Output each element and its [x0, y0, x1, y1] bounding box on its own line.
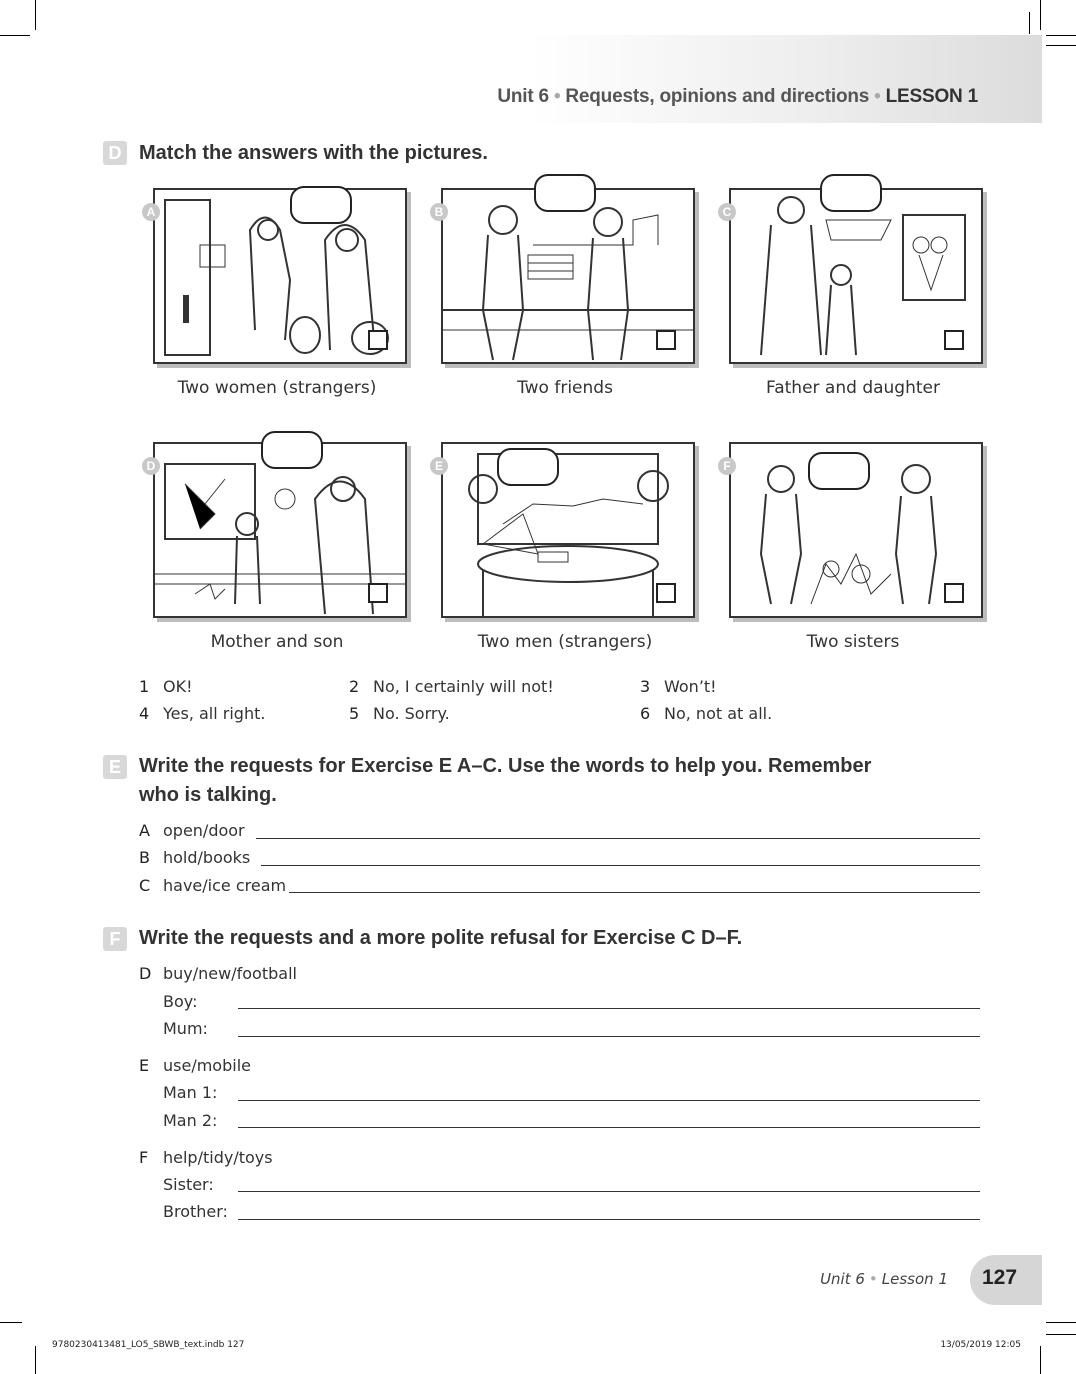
footer-lesson: Lesson 1	[881, 1270, 948, 1288]
speech-bubble	[820, 174, 882, 212]
group-prompt: buy/new/football	[163, 964, 297, 983]
section-e-badge: E	[103, 755, 127, 779]
crop-mark	[1040, 0, 1041, 30]
answer-item	[640, 677, 717, 696]
picture-c-letter: C	[718, 203, 736, 221]
answer-checkbox-d[interactable]	[368, 583, 388, 603]
crop-mark	[1046, 35, 1076, 36]
picture-a-letter: A	[142, 203, 160, 221]
print-slug-date: 13/05/2019 12:05	[940, 1340, 1021, 1350]
picture-d-caption: Mother and son	[210, 632, 344, 652]
answer-num: 5	[349, 704, 360, 723]
item-prompt: hold/books	[163, 848, 251, 867]
section-d-badge: D	[103, 141, 127, 165]
crop-mark	[1040, 1346, 1041, 1374]
header-title: Requests, opinions and directions	[565, 86, 870, 107]
picture-a-caption: Two women (strangers)	[177, 378, 377, 398]
picture-e-caption: Two men (strangers)	[477, 632, 653, 652]
answer-checkbox-a[interactable]	[368, 330, 388, 350]
picture-b-caption: Two friends	[517, 378, 613, 398]
section-e-title-line1: Write the requests for Exercise E A–C. Use the words to help you. Remember	[139, 755, 872, 777]
item-prompt: have/ice cream	[163, 876, 287, 895]
speech-bubble	[808, 452, 870, 490]
exercise-e-item-c	[139, 876, 286, 895]
answer-checkbox-c[interactable]	[944, 330, 964, 350]
answer-line[interactable]	[238, 1191, 980, 1192]
crop-mark	[1046, 1322, 1076, 1323]
picture-f-letter: F	[718, 457, 736, 475]
speaker-label: Boy:	[163, 992, 198, 1011]
crop-mark	[35, 1346, 36, 1374]
speaker-label: Mum:	[163, 1019, 208, 1038]
answer-line[interactable]	[238, 1219, 980, 1220]
speaker-label: Brother:	[163, 1202, 228, 1221]
answer-text: No. Sorry.	[373, 704, 450, 723]
exercise-f-group-d	[139, 964, 297, 983]
answer-num: 3	[640, 677, 651, 696]
section-e-title-line2: who is talking.	[139, 784, 277, 806]
answer-checkbox-f[interactable]	[944, 583, 964, 603]
group-letter: D	[139, 964, 152, 983]
header-unit: Unit 6	[497, 86, 549, 107]
answer-num: 1	[139, 677, 150, 696]
answer-text: OK!	[163, 677, 193, 696]
answer-checkbox-b[interactable]	[656, 330, 676, 350]
crop-mark	[1029, 12, 1030, 34]
item-letter: A	[139, 821, 150, 840]
speaker-label: Man 2:	[163, 1111, 218, 1130]
crop-mark	[1046, 1334, 1076, 1335]
group-prompt: use/mobile	[163, 1056, 251, 1075]
picture-c-caption: Father and daughter	[766, 378, 940, 398]
speech-bubble	[534, 174, 596, 212]
crop-mark	[35, 0, 36, 30]
speech-bubble	[261, 431, 323, 469]
answer-line[interactable]	[238, 1008, 980, 1009]
section-f-badge: F	[103, 927, 127, 951]
answer-item	[349, 704, 450, 723]
picture-b-letter: B	[430, 203, 448, 221]
picture-e-letter: E	[430, 457, 448, 475]
answer-num: 6	[640, 704, 651, 723]
answer-text: No, not at all.	[664, 704, 773, 723]
answer-line-c[interactable]	[289, 892, 980, 893]
group-letter: E	[139, 1056, 150, 1075]
answer-line-a[interactable]	[256, 838, 980, 839]
exercise-f-group-f	[139, 1148, 273, 1167]
speaker-label: Man 1:	[163, 1083, 218, 1102]
speech-bubble	[497, 448, 559, 486]
answer-num: 4	[139, 704, 150, 723]
picture-f-caption: Two sisters	[806, 632, 900, 652]
answer-item	[349, 677, 554, 696]
item-letter: C	[139, 876, 151, 895]
exercise-e-item-b	[139, 848, 250, 867]
print-slug-file: 9780230413481_LO5_SBWB_text.indb 127	[52, 1340, 245, 1350]
header-band	[530, 35, 1042, 123]
running-header: Unit 6 • Requests, opinions and directions • LESSON 1	[497, 86, 978, 107]
exercise-f-group-e	[139, 1056, 251, 1075]
answer-item	[139, 677, 193, 696]
answer-line-b[interactable]	[261, 865, 980, 866]
answer-text: Yes, all right.	[163, 704, 266, 723]
footer-running-text: Unit 6 • Lesson 1	[820, 1270, 948, 1288]
group-prompt: help/tidy/toys	[163, 1148, 273, 1167]
group-letter: F	[139, 1148, 149, 1167]
answer-line[interactable]	[238, 1127, 980, 1128]
answer-line[interactable]	[238, 1100, 980, 1101]
crop-mark	[1046, 45, 1076, 46]
answer-item	[640, 704, 772, 723]
answer-checkbox-e[interactable]	[656, 583, 676, 603]
speech-bubble	[290, 186, 352, 224]
header-lesson: LESSON 1	[885, 86, 978, 107]
answer-num: 2	[349, 677, 360, 696]
item-prompt: open/door	[163, 821, 245, 840]
answer-text: Won’t!	[664, 677, 717, 696]
section-f-title: Write the requests and a more polite refusal for Exercise C D–F.	[139, 927, 743, 949]
picture-d-letter: D	[142, 457, 160, 475]
item-letter: B	[139, 848, 150, 867]
answer-item	[139, 704, 265, 723]
answer-text: No, I certainly will not!	[373, 677, 554, 696]
crop-mark	[0, 35, 30, 36]
page-number: 127	[982, 1266, 1018, 1289]
answer-line[interactable]	[238, 1036, 980, 1037]
footer-unit: Unit 6	[820, 1270, 865, 1288]
section-d-title: Match the answers with the pictures.	[139, 142, 488, 164]
exercise-e-item-a	[139, 821, 245, 840]
crop-mark	[0, 1322, 22, 1323]
speaker-label: Sister:	[163, 1175, 214, 1194]
